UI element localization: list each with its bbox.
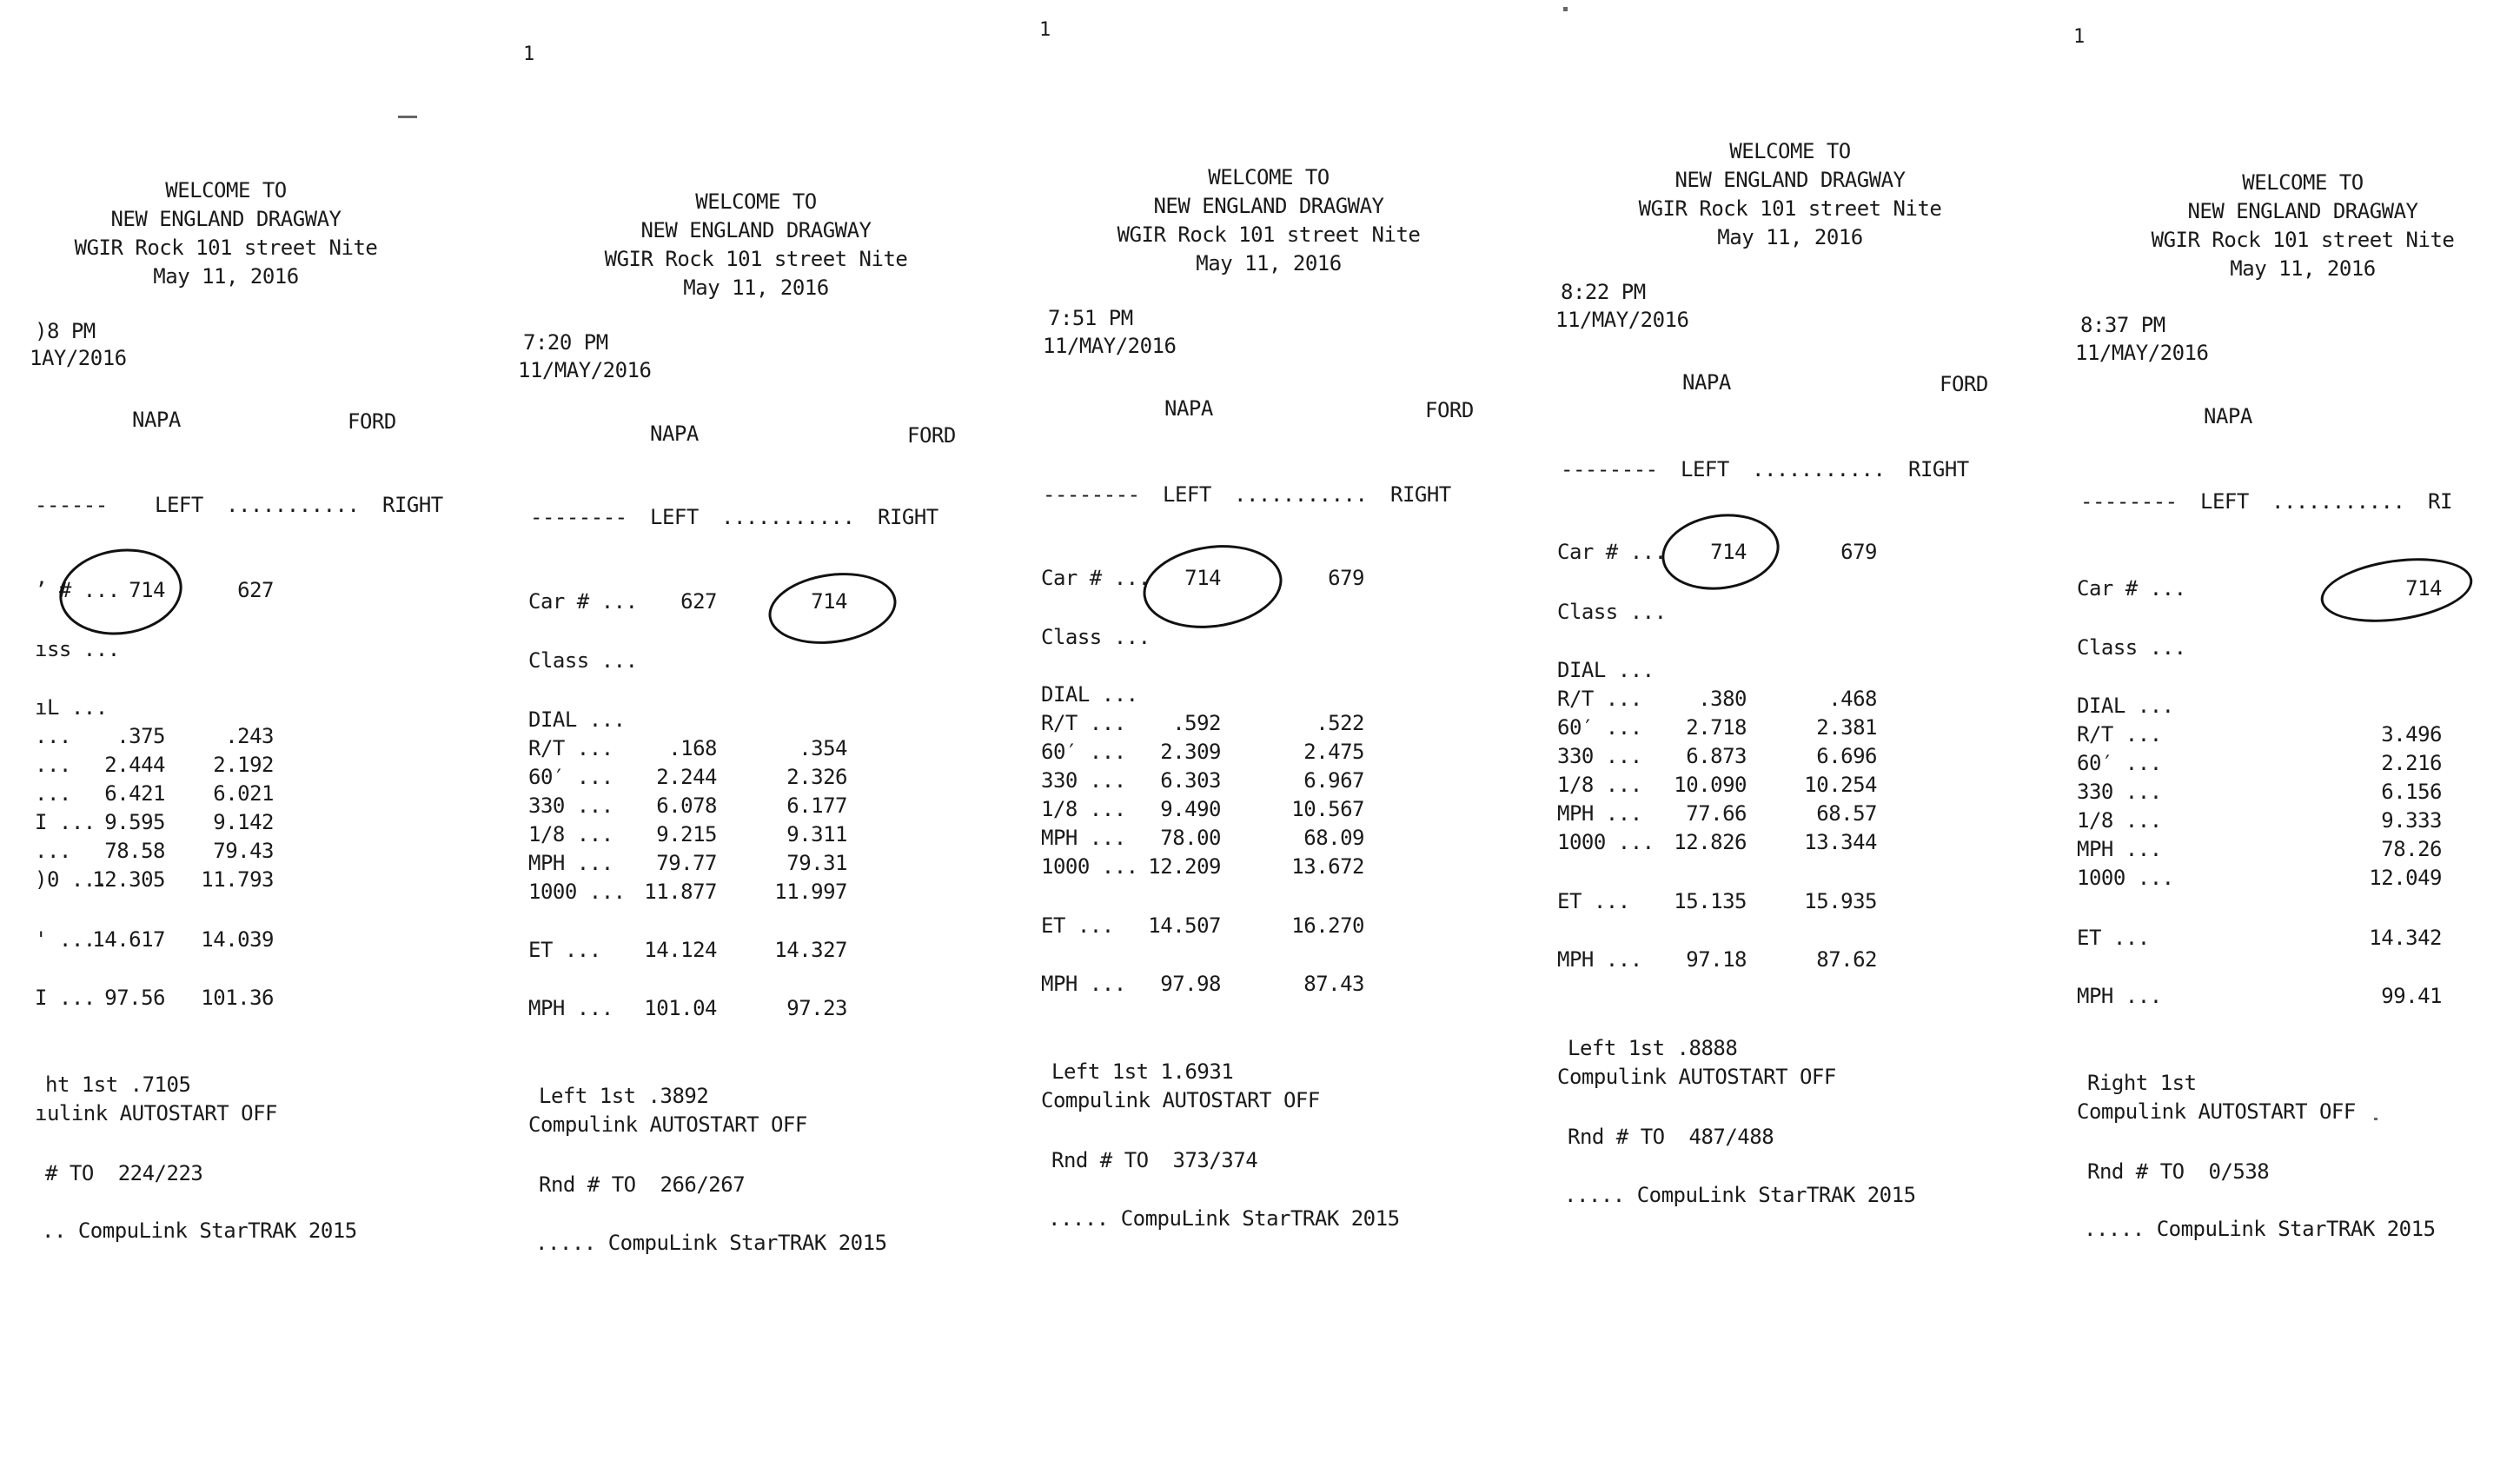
stat-label: ET ...	[1041, 913, 1114, 938]
ticket-header-line: May 11, 2016	[683, 276, 829, 300]
footer-line: ..... CompuLink StarTRAK 2015	[1048, 1206, 1400, 1231]
footer-line: ..... CompuLink StarTRAK 2015	[535, 1231, 887, 1255]
stat-left-value: 101.04	[644, 996, 717, 1020]
stat-label: ET ...	[528, 938, 601, 962]
ticket-header-line: May 11, 2016	[1717, 225, 1863, 249]
stat-label: ’ # ...	[35, 578, 120, 602]
stat-label: MPH ...	[2077, 984, 2162, 1008]
ticket-time: 8:22 PM	[1561, 280, 1646, 304]
page-mark: 1	[2073, 26, 2086, 48]
ticket-header-line: May 11, 2016	[153, 264, 299, 289]
stat-label: )0 ...	[35, 867, 108, 892]
stat-label: ıL ...	[35, 695, 108, 720]
stat-right-value: 2.475	[1303, 740, 1364, 764]
stat-right-value: 68.57	[1816, 801, 1877, 826]
winner-line: Left 1st .8888	[1568, 1036, 1738, 1060]
handwritten-circle	[764, 565, 901, 652]
lane-right-label: RI	[2428, 489, 2452, 514]
sponsor-left: NAPA	[132, 408, 181, 432]
ticket-header-line: WGIR Rock 101 street Nite	[1638, 196, 1942, 221]
ticket-date: 1AY/2016	[30, 346, 127, 370]
stat-label: MPH ...	[1557, 801, 1642, 826]
stat-label: Car # ...	[1041, 566, 1151, 590]
ticket-header-line: WELCOME TO	[165, 178, 287, 203]
stat-right-value: 679	[1328, 566, 1364, 590]
ticket-header-line: WELCOME TO	[2242, 170, 2364, 195]
footer-line: ..... CompuLink StarTRAK 2015	[1564, 1183, 1916, 1207]
winner-line: Left 1st 1.6931	[1051, 1059, 1234, 1084]
stat-label: 60′ ...	[2077, 751, 2162, 775]
stat-left-value: 77.66	[1686, 801, 1747, 826]
ticket-date: 11/MAY/2016	[1043, 334, 1177, 358]
stat-right-value: 11.997	[774, 880, 847, 904]
footer-line: .. CompuLink StarTRAK 2015	[42, 1218, 357, 1243]
ticket-header-line: NEW ENGLAND DRAGWAY	[1674, 168, 1906, 192]
stat-label: DIAL ...	[1557, 658, 1655, 682]
ticket-header-line: WGIR Rock 101 street Nite	[1117, 222, 1421, 247]
round-line: Rnd # TO 0/538	[2087, 1159, 2270, 1184]
stat-label: Class ...	[2077, 635, 2186, 660]
timeslip-ticket	[965, 0, 1477, 1474]
stat-right-value: 3.496	[2381, 722, 2442, 747]
stat-label: ...	[35, 724, 71, 748]
autostart-line: Compulink AUTOSTART OFF	[2077, 1099, 2356, 1124]
stat-right-value: 14.039	[201, 927, 274, 952]
stat-label: 330 ...	[1041, 768, 1126, 793]
lane-divider-dots: ...........	[1752, 457, 1886, 481]
stat-label: 1000 ...	[528, 880, 626, 904]
stat-label: MPH ...	[1041, 826, 1126, 850]
autostart-line: ıulink AUTOSTART OFF	[35, 1101, 277, 1125]
ticket-header-line: NEW ENGLAND DRAGWAY	[110, 207, 342, 231]
stat-right-value: 10.254	[1804, 773, 1877, 797]
stat-label: I ...	[35, 810, 96, 834]
stat-right-value: .522	[1316, 711, 1364, 735]
stat-left-value: 97.18	[1686, 947, 1747, 972]
ticket-header-line: WELCOME TO	[1729, 139, 1851, 163]
ticket-header-line: WGIR Rock 101 street Nite	[604, 247, 908, 271]
stat-right-value: 627	[237, 578, 274, 602]
stat-label: ...	[35, 753, 71, 777]
stat-left-value: 14.124	[644, 938, 717, 962]
lane-right-label: RIGHT	[878, 505, 938, 529]
stat-right-value: 6.967	[1303, 768, 1364, 793]
ticket-header-line: May 11, 2016	[2230, 256, 2376, 281]
ticket-header-line: WELCOME TO	[695, 189, 817, 214]
stat-right-value: 10.567	[1291, 797, 1364, 821]
stat-right-value: 78.26	[2381, 837, 2442, 861]
stat-right-value: 679	[1840, 540, 1877, 564]
stat-right-value: 12.049	[2369, 866, 2442, 890]
lane-right-label: RIGHT	[1390, 482, 1451, 507]
stat-left-value: .168	[668, 736, 717, 760]
stat-right-value: 14.342	[2369, 926, 2442, 950]
stat-right-value: 97.23	[786, 996, 847, 1020]
stat-label: 330 ...	[1557, 744, 1642, 768]
stat-left-value: 6.078	[656, 793, 717, 818]
stat-left-value: 9.490	[1160, 797, 1221, 821]
ticket-header-line: WGIR Rock 101 street Nite	[74, 236, 378, 260]
ticket-header-line: NEW ENGLAND DRAGWAY	[2187, 199, 2418, 223]
stat-left-value: 10.090	[1674, 773, 1747, 797]
stat-label: R/T ...	[1557, 687, 1642, 711]
stat-left-value: 14.507	[1148, 913, 1221, 938]
lane-divider: --------	[1043, 482, 1140, 507]
round-line: # TO 224/223	[45, 1161, 203, 1185]
stat-label: ...	[35, 781, 71, 806]
stat-label: MPH ...	[528, 851, 613, 875]
stat-left-value: 97.98	[1160, 972, 1221, 996]
stat-label: ET ...	[1557, 889, 1630, 913]
stat-left-value: .592	[1172, 711, 1221, 735]
lane-left-label: LEFT	[155, 493, 203, 517]
stat-label: ıss ...	[35, 637, 120, 661]
stat-right-value: 2.381	[1816, 715, 1877, 740]
stat-right-value: 79.43	[213, 839, 274, 863]
sponsor-left: NAPA	[1682, 370, 1731, 395]
stat-left-value: 12.209	[1148, 854, 1221, 879]
stat-label: 1/8 ...	[528, 822, 613, 847]
stat-right-value: 6.156	[2381, 780, 2442, 804]
stat-left-value: 714	[1710, 540, 1747, 564]
timeslip-ticket	[452, 0, 965, 1474]
stat-right-value: 79.31	[786, 851, 847, 875]
stat-right-value: 87.43	[1303, 972, 1364, 996]
timeslip-ticket	[1477, 0, 1999, 1474]
lane-divider: ------	[35, 493, 108, 517]
lane-left-label: LEFT	[650, 505, 699, 529]
round-line: Rnd # TO 266/267	[539, 1172, 746, 1197]
stat-right-value: 11.793	[201, 867, 274, 892]
autostart-line: Compulink AUTOSTART OFF	[1041, 1088, 1320, 1112]
scan-speck	[1563, 7, 1568, 11]
ticket-time: 7:51 PM	[1048, 306, 1133, 330]
stat-right-value: 16.270	[1291, 913, 1364, 938]
stat-label: 1000 ...	[2077, 866, 2174, 890]
ticket-date: 11/MAY/2016	[1555, 308, 1689, 332]
stat-left-value: 2.309	[1160, 740, 1221, 764]
scan-speck	[398, 116, 417, 118]
sponsor-right: FORD	[1940, 372, 1988, 396]
stat-right-value: .243	[225, 724, 274, 748]
stat-label: MPH ...	[528, 996, 613, 1020]
stat-right-value: 99.41	[2381, 984, 2442, 1008]
stat-label: 1/8 ...	[1041, 797, 1126, 821]
stat-label: 1/8 ...	[1557, 773, 1642, 797]
stat-label: I ...	[35, 986, 96, 1010]
scan-speck	[2374, 1118, 2377, 1120]
stat-label: MPH ...	[2077, 837, 2162, 861]
stat-label: ' ...	[35, 927, 96, 952]
stat-right-value: 714	[811, 589, 847, 614]
ticket-header-line: NEW ENGLAND DRAGWAY	[1153, 194, 1384, 218]
page-mark: 1	[523, 43, 535, 65]
stat-right-value: 14.327	[774, 938, 847, 962]
round-line: Rnd # TO 373/374	[1051, 1148, 1258, 1172]
ticket-time: )8 PM	[35, 319, 96, 343]
stat-left-value: 6.303	[1160, 768, 1221, 793]
stat-left-value: 9.215	[656, 822, 717, 847]
stat-right-value: 9.311	[786, 822, 847, 847]
stat-left-value: 97.56	[104, 986, 165, 1010]
stat-left-value: 627	[680, 589, 717, 614]
ticket-header-line: WELCOME TO	[1208, 165, 1330, 189]
stat-right-value: 6.696	[1816, 744, 1877, 768]
stat-label: 330 ...	[2077, 780, 2162, 804]
handwritten-circle	[2317, 549, 2477, 631]
stat-label: ...	[35, 839, 71, 863]
stat-right-value: 15.935	[1804, 889, 1877, 913]
stat-label: MPH ...	[1557, 947, 1642, 972]
sponsor-left: NAPA	[2204, 404, 2252, 428]
lane-divider-dots: ...........	[1234, 482, 1368, 507]
lane-left-label: LEFT	[1163, 482, 1211, 507]
footer-line: ..... CompuLink StarTRAK 2015	[2084, 1217, 2436, 1241]
stat-right-value: 13.344	[1804, 830, 1877, 854]
stat-label: DIAL ...	[1041, 682, 1138, 707]
stat-right-value: 2.216	[2381, 751, 2442, 775]
stat-right-value: 6.021	[213, 781, 274, 806]
stat-left-value: 2.718	[1686, 715, 1747, 740]
stat-label: 1000 ...	[1041, 854, 1138, 879]
handwritten-circle	[1657, 507, 1785, 597]
stat-label: R/T ...	[2077, 722, 2162, 747]
ticket-date: 11/MAY/2016	[518, 358, 652, 382]
stat-left-value: 6.421	[104, 781, 165, 806]
lane-divider-dots: ...........	[721, 505, 855, 529]
stat-label: DIAL ...	[528, 707, 626, 732]
sponsor-right: FORD	[348, 409, 396, 434]
stat-left-value: 12.826	[1674, 830, 1747, 854]
stat-label: 60′ ...	[1041, 740, 1126, 764]
stat-right-value: .354	[799, 736, 847, 760]
stat-label: 1000 ...	[1557, 830, 1655, 854]
stat-label: 1/8 ...	[2077, 808, 2162, 833]
winner-line: Right 1st	[2087, 1071, 2197, 1095]
stat-label: ET ...	[2077, 926, 2150, 950]
timeslip-ticket	[1999, 0, 2455, 1474]
ticket-time: 7:20 PM	[523, 330, 608, 355]
stat-right-value: 2.326	[786, 765, 847, 789]
stat-left-value: 9.595	[104, 810, 165, 834]
lane-divider-dots: ...........	[2271, 489, 2405, 514]
stat-left-value: 14.617	[92, 927, 165, 952]
ticket-date: 11/MAY/2016	[2075, 341, 2209, 365]
stat-right-value: 2.192	[213, 753, 274, 777]
stat-left-value: 714	[1184, 566, 1221, 590]
stat-label: Class ...	[1041, 625, 1151, 649]
stat-right-value: 68.09	[1303, 826, 1364, 850]
sponsor-left: NAPA	[1164, 396, 1213, 421]
stat-label: 330 ...	[528, 793, 613, 818]
stat-right-value: 9.333	[2381, 808, 2442, 833]
sponsor-left: NAPA	[650, 422, 699, 446]
autostart-line: Compulink AUTOSTART OFF	[528, 1112, 807, 1137]
lane-divider-dots: ...........	[226, 493, 360, 517]
lane-divider: --------	[2080, 489, 2178, 514]
stat-left-value: 78.58	[104, 839, 165, 863]
stat-left-value: .380	[1698, 687, 1747, 711]
stat-right-value: 714	[2405, 576, 2442, 601]
stat-label: Car # ...	[1557, 540, 1667, 564]
ticket-header-line: WGIR Rock 101 street Nite	[2151, 228, 2455, 252]
lane-left-label: LEFT	[2200, 489, 2249, 514]
stat-label: Class ...	[528, 648, 638, 673]
stat-right-value: 9.142	[213, 810, 274, 834]
winner-line: ht 1st .7105	[45, 1072, 191, 1097]
stat-left-value: 2.244	[656, 765, 717, 789]
ticket-time: 8:37 PM	[2080, 313, 2165, 337]
stat-right-value: 6.177	[786, 793, 847, 818]
stat-label: Class ...	[1557, 600, 1667, 624]
stat-label: R/T ...	[528, 736, 613, 760]
stat-right-value: 13.672	[1291, 854, 1364, 879]
ticket-header-line: May 11, 2016	[1196, 251, 1342, 276]
stat-right-value: 87.62	[1816, 947, 1877, 972]
lane-right-label: RIGHT	[1908, 457, 1969, 481]
timeslip-ticket	[0, 0, 443, 1474]
sponsor-right: FORD	[1425, 398, 1474, 422]
stat-label: DIAL ...	[2077, 694, 2174, 718]
stat-left-value: 12.305	[92, 867, 165, 892]
lane-divider: --------	[1561, 457, 1658, 481]
lane-left-label: LEFT	[1681, 457, 1729, 481]
stat-left-value: .375	[116, 724, 165, 748]
stat-label: R/T ...	[1041, 711, 1126, 735]
stat-label: MPH ...	[1041, 972, 1126, 996]
stat-label: Car # ...	[528, 589, 638, 614]
stat-left-value: 11.877	[644, 880, 717, 904]
stat-label: 60′ ...	[1557, 715, 1642, 740]
page-mark: 1	[1039, 19, 1051, 41]
stat-label: 60′ ...	[528, 765, 613, 789]
stat-left-value: 714	[129, 578, 165, 602]
handwritten-circle	[54, 541, 188, 643]
ticket-header-line: NEW ENGLAND DRAGWAY	[640, 218, 872, 242]
stat-right-value: 101.36	[201, 986, 274, 1010]
stat-left-value: 15.135	[1674, 889, 1747, 913]
lane-divider: --------	[530, 505, 627, 529]
stat-left-value: 78.00	[1160, 826, 1221, 850]
stat-left-value: 79.77	[656, 851, 717, 875]
stat-left-value: 2.444	[104, 753, 165, 777]
stat-left-value: 6.873	[1686, 744, 1747, 768]
sponsor-right: FORD	[907, 423, 956, 448]
round-line: Rnd # TO 487/488	[1568, 1125, 1774, 1149]
lane-right-label: RIGHT	[382, 493, 443, 517]
stat-label: Car # ...	[2077, 576, 2186, 601]
winner-line: Left 1st .3892	[539, 1084, 709, 1108]
handwritten-circle	[1137, 536, 1288, 636]
autostart-line: Compulink AUTOSTART OFF	[1557, 1065, 1836, 1089]
stat-right-value: .468	[1828, 687, 1877, 711]
